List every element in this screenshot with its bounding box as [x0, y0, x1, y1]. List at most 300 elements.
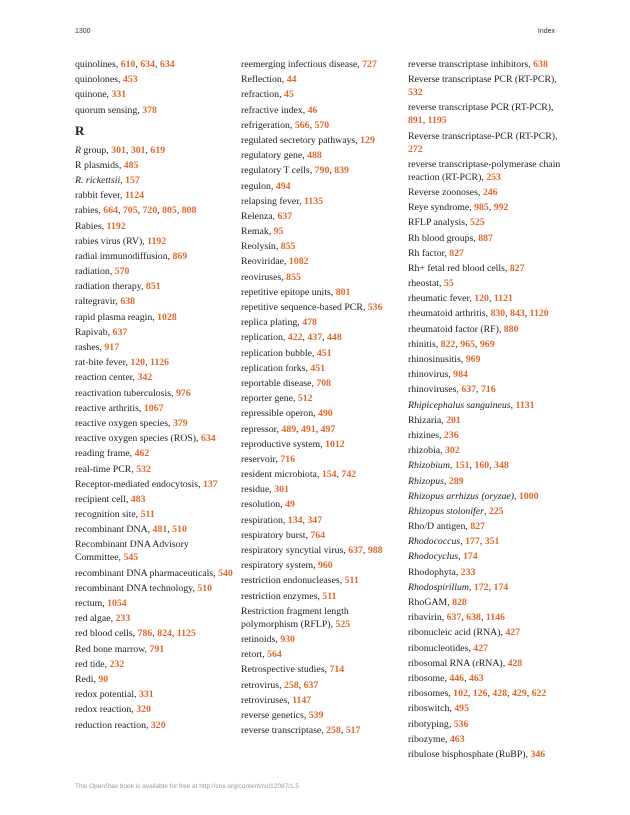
page-link[interactable]: 985 [474, 202, 489, 214]
page-link[interactable]: 1054 [107, 598, 127, 609]
entry-term: replication bubble, [241, 347, 317, 359]
page-link[interactable]: 348 [494, 460, 509, 472]
page-link[interactable]: 301 [130, 144, 146, 156]
entry-term: rhinoviruses, [408, 384, 462, 396]
page-link[interactable]: 610 [120, 59, 136, 70]
page-link[interactable]: 512 [297, 393, 313, 405]
index-entry: retrovirus, 258, 637 [241, 679, 319, 691]
page-link[interactable]: 545 [123, 552, 139, 564]
page-link[interactable]: 511 [322, 590, 337, 602]
page-link[interactable]: 301 [274, 484, 289, 496]
index-entry [75, 174, 235, 187]
page-link[interactable]: 969 [465, 354, 481, 365]
entry-term: restriction endonucleases, [241, 575, 345, 587]
page-link[interactable]: 451 [310, 362, 326, 374]
page-link[interactable]: 272 [408, 143, 423, 155]
index-entry: rhinoviruses, 637, 716 [408, 384, 496, 396]
page-link[interactable]: 637 [277, 210, 293, 222]
page-link[interactable]: 1131 [515, 399, 535, 411]
entry-term: reverse genetics, [241, 709, 309, 721]
index-entry [408, 353, 568, 366]
page-link[interactable]: 716 [280, 453, 296, 465]
page-link[interactable]: 494 [275, 180, 291, 192]
page-link[interactable]: 855 [280, 241, 296, 253]
index-entry [241, 210, 401, 223]
index-entry [75, 508, 235, 521]
page-link[interactable]: 126 [472, 688, 488, 700]
page-link[interactable]: 120 [130, 357, 146, 369]
page-link[interactable]: 705 [122, 205, 138, 217]
index-entry: ribavirin, 637, 638, 1146 [408, 612, 505, 624]
index-column-2 [241, 58, 401, 739]
page-link[interactable]: 463 [468, 672, 484, 684]
page-link[interactable]: 822 [440, 338, 456, 350]
page-link[interactable]: 540 [218, 567, 233, 579]
page-link[interactable]: 869 [172, 250, 188, 262]
page-link[interactable]: 510 [172, 524, 187, 536]
page-link[interactable]: 172 [473, 581, 489, 593]
index-entry [408, 657, 568, 670]
page-link[interactable]: 880 [503, 323, 519, 335]
index-entry [75, 326, 235, 339]
page-link[interactable]: 478 [302, 317, 317, 329]
page-link[interactable]: 55 [443, 278, 454, 290]
page-link[interactable]: 801 [335, 286, 351, 298]
page-link[interactable]: 302 [445, 445, 460, 457]
index-entry [408, 505, 568, 518]
page-link[interactable]: 342 [137, 372, 153, 384]
page-link[interactable]: 791 [149, 643, 165, 655]
index-entry [241, 483, 401, 496]
page-link[interactable]: 174 [462, 551, 478, 563]
entry-term: red tide, [75, 658, 110, 670]
entry-term-italic: Rhizopus [408, 475, 444, 487]
page-link[interactable]: 851 [145, 281, 161, 293]
entry-term: reoviruses, [241, 271, 287, 283]
index-entry [408, 566, 568, 579]
page-link[interactable]: 1126 [149, 357, 170, 369]
index-entry [75, 478, 235, 491]
page-link[interactable]: 232 [109, 658, 125, 670]
page-link[interactable]: 930 [280, 633, 295, 645]
page-link[interactable]: 969 [479, 338, 495, 350]
index-entry [75, 73, 235, 86]
page-link[interactable]: 622 [531, 688, 547, 700]
entry-term: rhinosinusitis, [408, 354, 466, 365]
page-link[interactable]: 157 [125, 174, 140, 186]
entry-term: reemerging infectious disease, [241, 59, 363, 70]
page-link[interactable]: 855 [286, 271, 301, 283]
page-link[interactable]: 233 [460, 566, 476, 578]
page-link[interactable]: 525 [469, 217, 485, 229]
page-link[interactable]: 637 [303, 679, 319, 691]
page-link[interactable]: 570 [314, 119, 330, 131]
entry-term: retort, [241, 649, 268, 661]
index-entry [241, 271, 401, 284]
page-link[interactable]: 45 [283, 89, 294, 101]
entry-term: regulated secretory pathways, [241, 134, 361, 146]
page-link[interactable]: 246 [482, 186, 498, 198]
entry-term-italic: Rhodococcus [408, 536, 461, 548]
index-entry [75, 220, 235, 233]
page-link[interactable]: 1124 [124, 190, 144, 202]
page-link[interactable]: 634 [200, 433, 216, 445]
index-entry [75, 280, 235, 293]
entry-term: respiratory syncytial virus, [241, 545, 349, 556]
page-link[interactable]: 790 [314, 165, 330, 177]
page-link[interactable]: 843 [510, 308, 525, 320]
page-link[interactable]: 463 [449, 733, 465, 745]
page-link[interactable]: 1012 [325, 438, 345, 450]
entry-term: ribosomes, [408, 688, 454, 700]
page-link[interactable]: 44 [286, 74, 297, 86]
page-link[interactable]: 638 [466, 612, 481, 624]
page-link[interactable]: 462 [134, 448, 150, 460]
entry-term: , [120, 174, 126, 186]
page-link[interactable]: 1082 [288, 256, 309, 268]
entry-term: Remak, [241, 226, 274, 238]
entry-term: Reverse transcriptase PCR (RT-PCR), [408, 74, 557, 86]
page-link[interactable]: 1125 [176, 628, 196, 640]
page-link[interactable]: 497 [320, 423, 336, 435]
page-link[interactable]: 489 [281, 423, 297, 435]
index-entry [408, 748, 568, 761]
page-link[interactable]: 536 [453, 718, 469, 730]
page-link[interactable]: 720 [142, 205, 158, 217]
page-link[interactable]: 495 [454, 703, 469, 715]
index-column-3 [408, 58, 568, 763]
entry-term: rectum, [75, 598, 108, 609]
entry-term: ribonucleic acid (RNA), [408, 627, 506, 639]
page-link[interactable]: 1000 [518, 490, 539, 502]
index-entry [241, 104, 401, 117]
index-entry [408, 399, 568, 412]
page-link[interactable]: 634 [159, 59, 175, 70]
page-link[interactable]: 1192 [147, 235, 167, 247]
entry-term: reportable disease, [241, 377, 317, 389]
page-link[interactable]: 891 [408, 115, 423, 127]
index-entry [75, 371, 235, 384]
page-link[interactable]: 539 [308, 709, 324, 721]
entry-term: ribozyme, [408, 733, 450, 745]
page-link[interactable]: 570 [114, 266, 130, 278]
index-entry: rheumatoid arthritis, 830, 843, 1120 [408, 308, 549, 320]
entry-term: replica plating, [241, 317, 303, 329]
page-link[interactable]: 49 [285, 499, 295, 511]
page-link[interactable]: 154 [321, 469, 337, 481]
page-link[interactable]: 428 [507, 657, 523, 669]
page-link[interactable]: 824 [157, 628, 172, 640]
page-link[interactable]: 619 [150, 144, 166, 156]
entry-term-italic: Rhodospirillum [408, 581, 469, 593]
page-link[interactable]: 976 [175, 387, 191, 399]
entry-term: Receptor-mediated endocytosis, [75, 478, 203, 490]
index-entry [75, 582, 235, 595]
entry-term: rheumatic fever, [408, 293, 475, 305]
page-link[interactable]: 566 [294, 119, 310, 131]
page-link[interactable]: 960 [318, 560, 333, 572]
page-link[interactable]: 258 [284, 679, 299, 691]
index-entry: refrigeration, 566, 570 [241, 119, 330, 131]
index-entry [408, 323, 568, 336]
page-number: 1300 [75, 28, 91, 35]
entry-term: regulon, [241, 180, 276, 192]
index-entry [241, 58, 401, 71]
page-link[interactable]: 716 [480, 384, 496, 396]
page-link[interactable]: 137 [202, 478, 218, 490]
entry-term-italic: Rhipicephalus sanguineus [408, 399, 511, 411]
page-link[interactable]: 481 [152, 524, 168, 536]
entry-term: rashes, [75, 342, 105, 353]
index-entry [75, 719, 235, 732]
page-link[interactable]: 483 [130, 493, 146, 505]
page-link[interactable]: 453 [122, 74, 138, 86]
page-link[interactable]: 428 [492, 688, 508, 700]
entry-term: reverse transcriptase, [241, 725, 327, 737]
page-link[interactable]: 451 [316, 347, 332, 359]
index-entry [241, 301, 401, 314]
page-link[interactable]: 827 [509, 262, 525, 274]
page-link[interactable]: 320 [150, 719, 166, 731]
index-entry [75, 341, 235, 354]
index-entry [75, 612, 235, 625]
entry-term-italic: Rhizopus stolonifer [408, 505, 484, 517]
index-entry [75, 432, 235, 445]
page-link[interactable]: 236 [443, 429, 459, 441]
index-entry [241, 605, 401, 631]
index-entry [241, 529, 401, 542]
page-link[interactable]: 764 [310, 529, 326, 541]
index-entry [408, 444, 568, 457]
page-link[interactable]: 637 [348, 545, 363, 556]
page-link[interactable]: 727 [362, 59, 377, 70]
entry-term: replication, [241, 332, 288, 344]
page-link[interactable]: 517 [345, 725, 361, 737]
index-entry [241, 648, 401, 661]
page-link[interactable]: 532 [136, 463, 151, 475]
page-link[interactable]: 120 [474, 293, 489, 305]
page-link[interactable]: 346 [530, 748, 546, 760]
entry-term: refractive index, [241, 104, 308, 116]
page-link[interactable]: 90 [98, 673, 109, 685]
page-link[interactable]: 225 [488, 505, 504, 517]
page-link[interactable]: 1195 [427, 115, 447, 127]
page-link[interactable]: 331 [111, 89, 127, 101]
entry-term: RhoGAM, [408, 597, 453, 608]
page-link[interactable]: 510 [197, 582, 213, 594]
entry-term: Reverse zoonoses, [408, 186, 483, 198]
page-link[interactable]: 984 [453, 369, 468, 381]
page-link[interactable]: 129 [360, 134, 375, 146]
page-link[interactable]: 378 [142, 104, 157, 116]
page-link[interactable]: 786 [137, 628, 153, 640]
index-entry [241, 694, 401, 707]
page-link[interactable]: 638 [120, 296, 136, 308]
entry-term: rapid plasma reagin, [75, 311, 158, 323]
page-link[interactable]: 1121 [493, 293, 513, 305]
entry-term: rheumatoid factor (RF), [408, 323, 504, 335]
index-entry: rat-bite fever, 120, 1126 [75, 357, 170, 369]
entry-term: , [483, 505, 489, 517]
index-entry [75, 295, 235, 308]
page-link[interactable]: 1120 [529, 308, 549, 320]
page-link[interactable]: 965 [460, 338, 475, 350]
entry-term: quinolines, [75, 59, 121, 70]
entry-term: radiation therapy, [75, 281, 146, 293]
page-link[interactable]: 634 [140, 59, 156, 70]
entry-term: , [513, 490, 519, 502]
page-link[interactable]: 351 [484, 536, 500, 548]
page-link[interactable]: 992 [493, 202, 509, 214]
index-entry [408, 73, 568, 99]
entry-term: ribulose bisphosphate (RuBP), [408, 748, 531, 760]
page-link[interactable]: 95 [273, 226, 284, 238]
page-link[interactable]: 422 [287, 332, 303, 344]
page-link[interactable]: 301 [111, 144, 126, 156]
index-entry [75, 688, 235, 701]
page-link[interactable]: 427 [473, 642, 488, 654]
index-entry [241, 149, 401, 162]
entry-term-italic: Rhizobium [408, 460, 450, 472]
page-link[interactable]: 201 [446, 414, 461, 426]
page-link[interactable]: 511 [140, 509, 155, 521]
page-link[interactable]: 233 [115, 613, 131, 625]
page-link[interactable]: 1147 [292, 694, 312, 706]
page-link[interactable]: 1135 [304, 195, 324, 207]
page-link[interactable]: 427 [505, 627, 521, 639]
entry-term: repetitive sequence-based PCR, [241, 302, 368, 313]
page-link[interactable]: 448 [327, 332, 342, 344]
page-link[interactable]: 742 [341, 469, 357, 481]
page-link[interactable]: 253 [486, 171, 501, 183]
page-link[interactable]: 536 [367, 302, 383, 313]
page-link[interactable]: 839 [334, 165, 349, 177]
entry-term: ribavirin, [408, 612, 447, 624]
index-entry [241, 438, 401, 451]
entry-term-italic: Rhodocyclus [408, 551, 459, 563]
page-link[interactable]: 637 [446, 612, 462, 624]
index-entry [408, 596, 568, 609]
page-link[interactable]: 708 [316, 377, 332, 389]
page-link[interactable]: 331 [138, 689, 154, 701]
entry-term: refraction, [241, 89, 284, 101]
page-link[interactable]: 827 [449, 247, 464, 259]
page-link[interactable]: 151 [454, 460, 470, 472]
entry-term: respiratory burst, [241, 529, 311, 541]
page-link[interactable]: 637 [461, 384, 477, 396]
index-entry [75, 538, 235, 564]
index-entry [408, 58, 568, 71]
entry-term: Rabies, [75, 220, 107, 232]
entry-term: Reflection, [241, 74, 287, 86]
page-link[interactable]: 134 [287, 514, 303, 526]
page-link[interactable]: 174 [493, 581, 509, 593]
page-link[interactable]: 491 [301, 423, 316, 435]
page-link[interactable]: 828 [452, 597, 467, 608]
index-entry [75, 250, 235, 263]
page-link[interactable]: 160 [474, 460, 490, 472]
page-link[interactable]: 320 [136, 704, 151, 716]
page-link[interactable]: 446 [449, 672, 465, 684]
entry-term: retrovirus, [241, 679, 284, 691]
page-link[interactable]: 638 [533, 59, 548, 70]
entry-term: raltegravir, [75, 296, 121, 308]
page-link[interactable]: 988 [367, 545, 383, 556]
page-link[interactable]: 258 [326, 725, 341, 737]
index-entry [408, 626, 568, 639]
entry-term: Reverse transcriptase-PCR (RT-PCR), [408, 130, 558, 142]
page-link[interactable]: 1028 [157, 311, 177, 323]
index-entry: regulatory T cells, 790, 839 [241, 165, 349, 177]
page-link[interactable]: 1192 [106, 220, 126, 232]
index-entry [75, 417, 235, 430]
page-link[interactable]: 485 [123, 159, 139, 171]
index-entry [408, 718, 568, 731]
entry-term: reactivation tuberculosis, [75, 387, 176, 399]
page-link[interactable]: 664 [103, 205, 118, 217]
index-entry [241, 407, 401, 420]
page-link[interactable]: 525 [335, 618, 351, 630]
page-link[interactable]: 429 [512, 688, 527, 700]
entry-term: recipient cell, [75, 493, 131, 505]
index-entry [408, 247, 568, 260]
entry-term: reactive oxygen species (ROS), [75, 433, 201, 445]
page-link[interactable]: 1146 [485, 612, 505, 624]
index-entry: ribosome, 446, 463 [408, 672, 484, 684]
page-link[interactable]: 437 [307, 332, 323, 344]
index-entry [241, 663, 401, 676]
section-letter: R [75, 122, 85, 138]
page-link[interactable]: 46 [307, 104, 318, 116]
page-link[interactable]: 830 [490, 308, 506, 320]
index-entry: Rhodococcus, 177, 351 [408, 536, 500, 548]
entry-term: Relenza, [241, 210, 278, 222]
index-entry [241, 633, 401, 646]
index-entry [408, 414, 568, 427]
page-link[interactable]: 511 [344, 575, 359, 587]
page-link[interactable]: 289 [448, 475, 464, 487]
index-entry [75, 189, 235, 202]
entry-term: Red bone marrow, [75, 643, 150, 655]
page-link[interactable]: 808 [181, 205, 197, 217]
page-link[interactable]: 488 [307, 150, 322, 162]
page-link[interactable]: 102 [453, 688, 468, 700]
page-link[interactable]: 564 [267, 649, 282, 661]
entry-term: repressible operon, [241, 408, 318, 420]
entry-term: Rh factor, [408, 247, 450, 259]
page-link[interactable]: 532 [408, 87, 423, 99]
page-link[interactable]: 805 [162, 205, 177, 217]
page-link[interactable]: 714 [329, 664, 345, 676]
entry-term: recognition site, [75, 509, 141, 521]
page-link[interactable]: 490 [318, 408, 333, 420]
entry-term: redox reaction, [75, 704, 137, 716]
page-link[interactable]: 887 [478, 232, 493, 244]
index-entry [75, 643, 235, 656]
page-link[interactable]: 827 [470, 521, 486, 533]
index-entry [241, 134, 401, 147]
page-link[interactable]: 637 [112, 326, 128, 338]
page-link[interactable]: 917 [104, 342, 120, 353]
page-link[interactable]: 1067 [143, 402, 164, 414]
page-link[interactable]: 177 [465, 536, 480, 548]
entry-term: ribotyping, [408, 718, 454, 730]
index-entry: rhinitis, 822, 965, 969 [408, 338, 495, 350]
index-entry [408, 158, 568, 184]
page-link[interactable]: 347 [307, 514, 323, 526]
entry-term: Restriction fragment length polymorphism (RFLP), [241, 605, 349, 630]
page-link[interactable]: 379 [172, 417, 188, 429]
